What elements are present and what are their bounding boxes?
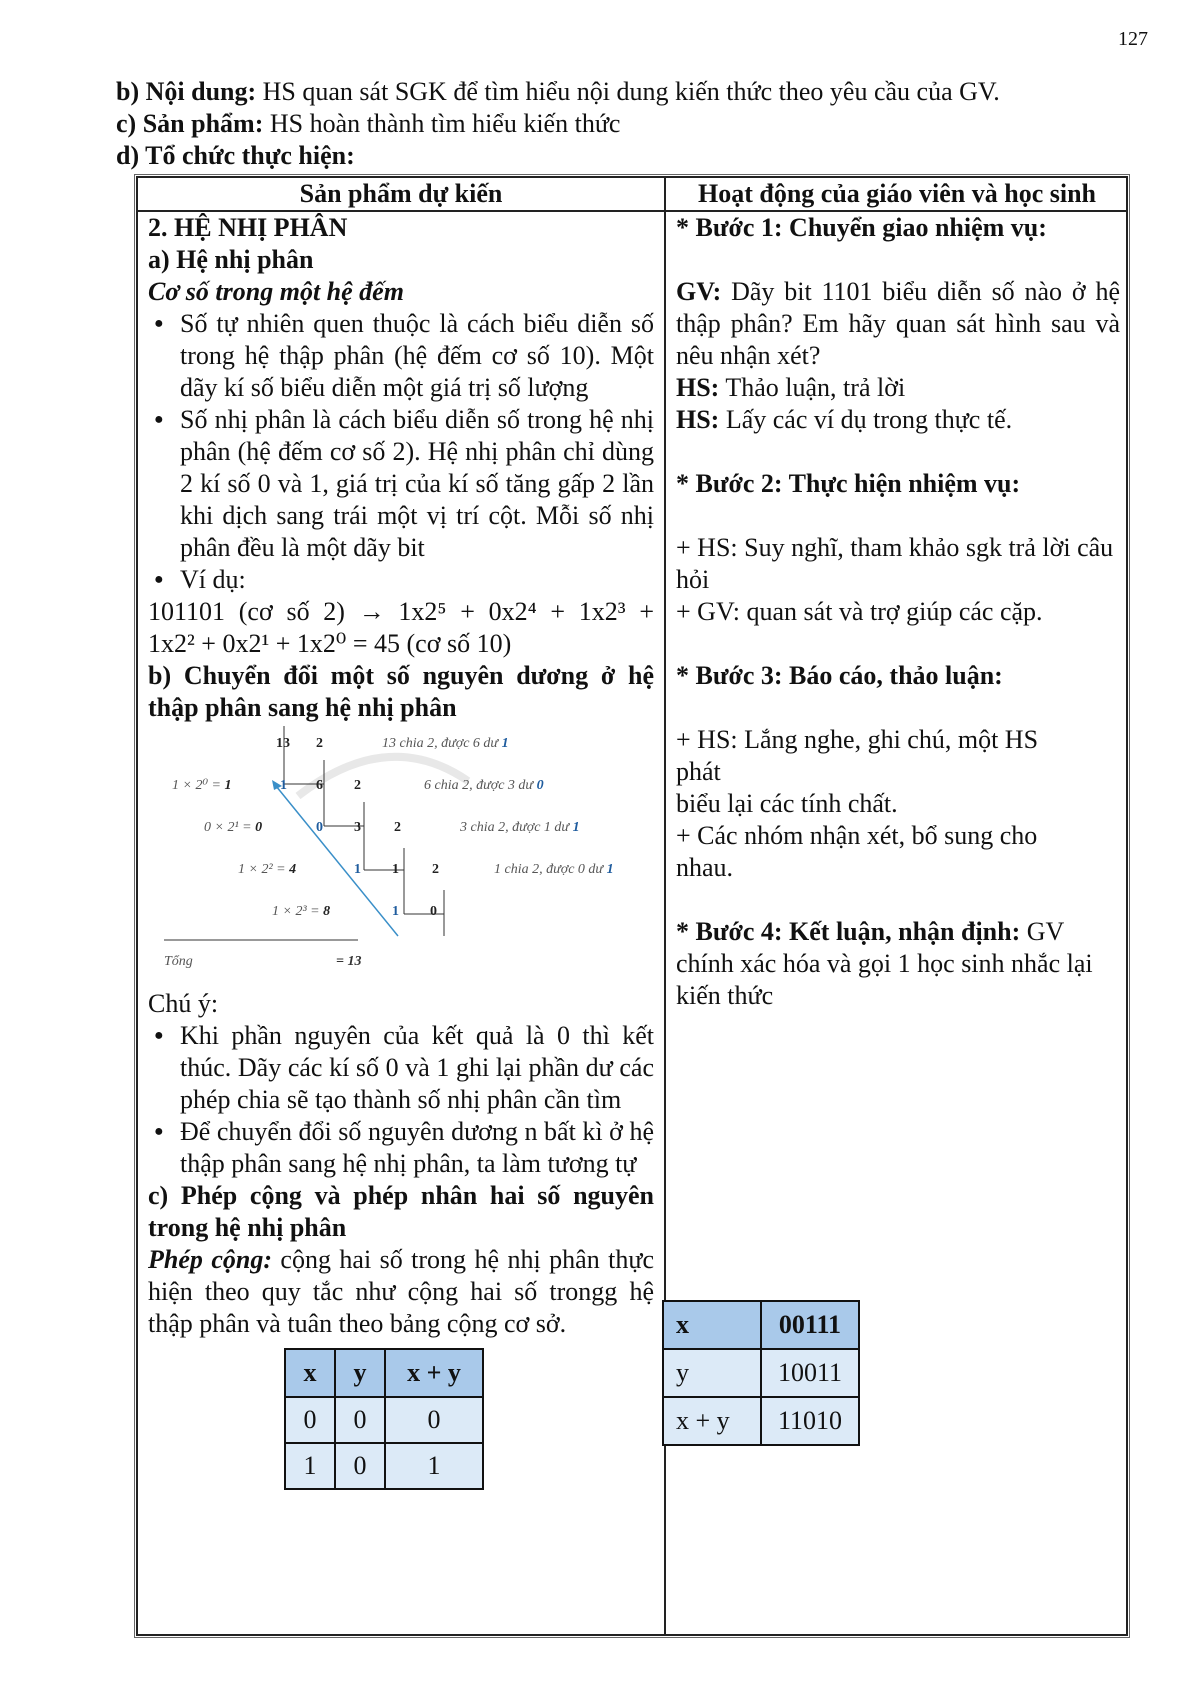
step-4-paragraph [676, 916, 1096, 1012]
table-row [285, 1443, 483, 1489]
bullet-binary: ● Số nhị phân là cách biểu diễn số trong hệ nhị phân (hệ đếm cơ số 2). Hệ nhị phân chỉ dùng 2 kí số 0 và 1, giá trị của kí số tăng gấp 2 lần khi dịch sang trái một vị trí cột. Mỗi số nhị phân đều là một dãy bit [148, 404, 654, 564]
table-cell: x + y [663, 1397, 761, 1445]
step-label-4-text: 1 chia 2, được 0 dư [494, 862, 607, 877]
addition-text: cộng hai số trong hệ nhị phân thực hiện theo quy tắc như cộng hai số trongg hệ thập phân và tuân theo bảng cộng cơ sở. [148, 1245, 654, 1338]
content-label: b) Nội dung: [116, 77, 257, 106]
step-label-2-text: 6 chia 2, được 3 dư [424, 778, 537, 793]
student-line-2 [676, 404, 1120, 436]
quotient-0: 0 [430, 904, 437, 919]
hs-text: Lấy các ví dụ trong thực tế. [719, 405, 1013, 434]
table-cell: 00111 [761, 1301, 859, 1349]
organization-label: d) Tổ chức thực hiện: [116, 141, 355, 170]
student-line-1 [676, 372, 1120, 404]
page-number: 127 [1118, 28, 1148, 50]
term-3-value: 4 [289, 862, 297, 877]
step-2-student: + HS: Suy nghĩ, tham khảo sgk trả lời câu hỏi [676, 533, 1114, 594]
table-row [663, 1349, 859, 1397]
binary-addition-table [284, 1348, 484, 1490]
step-label-1-text: 13 chia 2, được 6 dư [382, 736, 502, 751]
term-1 [172, 770, 232, 802]
term-2 [204, 812, 262, 844]
step-label-3-text: 3 chia 2, được 1 dư [460, 820, 573, 835]
term-2-text: 0 × 2¹ = [204, 820, 256, 835]
product-text: HS hoàn thành tìm hiểu kiến thức [263, 109, 621, 138]
term-3 [238, 854, 296, 886]
step-label-1 [382, 728, 509, 760]
table-cell: 0 [385, 1397, 483, 1443]
term-3-text: 1 × 2² = [238, 862, 290, 877]
binary-example-table [662, 1300, 860, 1446]
table-cell: 0 [285, 1397, 335, 1443]
step-3-line-3: + Các nhóm nhận xét, bổ sung cho nhau. [676, 821, 1038, 882]
bit-4: 1 [392, 904, 399, 919]
dividend-13: 13 [276, 736, 290, 751]
step-2-teacher: + GV: quan sát và trợ giúp các cặp. [676, 597, 1043, 626]
main-table [136, 176, 1128, 1636]
quotient-6: 6 [316, 778, 323, 793]
divisor: 2 [394, 820, 401, 835]
example-line-2: 1x2² + 0x2¹ + 1x2⁰ = 45 (cơ số 10) [148, 629, 512, 658]
table-cell: 1 [285, 1443, 335, 1489]
total-value: = 13 [336, 954, 362, 969]
term-4 [272, 896, 330, 928]
table-cell: x [663, 1301, 761, 1349]
remainder-1: 1 [501, 736, 509, 751]
table-header-cell: x + y [385, 1349, 483, 1397]
quotient-1: 1 [392, 862, 399, 877]
bullet-decimal: ● Số tự nhiên quen thuộc là cách biểu diễn số trong hệ thập phân (hệ đếm cơ số 10). Một dãy kí số biểu diễn một giá trị số lượng [148, 308, 654, 404]
step-3-title: * Bước 3: Báo cáo, thảo luận: [676, 661, 1003, 690]
hs-text: Thảo luận, trả lời [719, 373, 906, 402]
product-label: c) Sản phẩm: [116, 109, 264, 138]
note-2: ● Để chuyển đổi số nguyên dương n bất kì ở hệ thập phân sang hệ nhị phân, ta làm tương tự [148, 1116, 654, 1180]
table-row [663, 1397, 859, 1445]
table-header-cell: y [335, 1349, 385, 1397]
quotient-3: 3 [354, 820, 361, 835]
table-row [285, 1397, 483, 1443]
table-cell: 11010 [761, 1397, 859, 1445]
addition-paragraph [148, 1244, 654, 1340]
bullet-example: ● Ví dụ: [148, 564, 654, 596]
gv-text: Dãy bit 1101 biểu diễn số nào ở hệ thập phân? Em hãy quan sát hình sau và nêu nhận xét? [676, 277, 1120, 370]
addition-label: Phép cộng: [148, 1245, 272, 1274]
col1-header: Sản phẩm dự kiến [299, 179, 503, 208]
hs-label: HS: [676, 373, 720, 402]
hs-label: HS: [676, 405, 720, 434]
term-4-value: 8 [323, 904, 331, 919]
base-title: Cơ số trong một hệ đếm [148, 277, 404, 306]
term-2-value: 0 [255, 820, 263, 835]
step-label-2 [424, 770, 544, 802]
step-2-title: * Bước 2: Thực hiện nhiệm vụ: [676, 469, 1021, 498]
step-4-text: GV chính xác hóa và gọi 1 học sinh nhắc lại kiến thức [676, 917, 1093, 1010]
bit-1: 1 [280, 778, 287, 793]
bit-3: 1 [354, 862, 361, 877]
divisor: 2 [316, 736, 323, 751]
term-1-value: 1 [224, 778, 232, 793]
term-4-text: 1 × 2³ = [272, 904, 324, 919]
product-line [116, 108, 620, 140]
table-cell: 0 [335, 1397, 385, 1443]
content-line [116, 76, 1000, 108]
table-header-cell: x [285, 1349, 335, 1397]
remainder-2: 0 [536, 778, 544, 793]
term-1-text: 1 × 2⁰ = [172, 778, 225, 793]
table-row [663, 1301, 859, 1349]
organization-line [116, 140, 355, 172]
expected-product-column [148, 212, 654, 1490]
step-3-line-2: biểu lại các tính chất. [676, 789, 898, 818]
table-cell: 0 [335, 1443, 385, 1489]
subsection-b: b) Chuyển đổi một số nguyên dương ở hệ thập phân sang hệ nhị phân [148, 661, 654, 722]
remainder-4: 1 [606, 862, 614, 877]
total-label: Tổng [164, 954, 193, 969]
table-cell: y [663, 1349, 761, 1397]
step-1-title: * Bước 1: Chuyển giao nhiệm vụ: [676, 213, 1047, 242]
bit-2: 0 [316, 820, 323, 835]
divisor: 2 [354, 778, 361, 793]
remainder-3: 1 [572, 820, 580, 835]
content-text: HS quan sát SGK để tìm hiểu nội dung kiến thức theo yêu cầu của GV. [256, 77, 1000, 106]
subsection-a: a) Hệ nhị phân [148, 245, 314, 274]
divisor: 2 [432, 862, 439, 877]
division-diagram [148, 726, 654, 984]
table-row [285, 1349, 483, 1397]
col2-header: Hoạt động của giáo viên và học sinh [697, 179, 1096, 208]
note-1: ● Khi phần nguyên của kết quả là 0 thì kết thúc. Dãy các kí số 0 và 1 ghi lại phần dư các phép chia sẽ tạo thành số nhị phân cần tìm [148, 1020, 654, 1116]
subsection-c: c) Phép cộng và phép nhân hai số nguyên trong hệ nhị phân [148, 1181, 654, 1242]
step-label-3 [460, 812, 580, 844]
table-cell: 10011 [761, 1349, 859, 1397]
section-title: 2. HỆ NHỊ PHÂN [148, 213, 348, 242]
table-cell: 1 [385, 1443, 483, 1489]
gv-label: GV: [676, 277, 722, 306]
activity-column [676, 212, 1120, 1435]
step-4-title: * Bước 4: Kết luận, nhận định: [676, 917, 1021, 946]
step-label-4 [494, 854, 614, 886]
note-title: Chú ý: [148, 989, 219, 1018]
teacher-question [676, 276, 1120, 372]
step-3-line-1: + HS: Lắng nghe, ghi chú, một HS phát [676, 725, 1039, 786]
example-line-1: 101101 (cơ số 2) → 1x2⁵ + 0x2⁴ + 1x2³ + [148, 597, 654, 626]
